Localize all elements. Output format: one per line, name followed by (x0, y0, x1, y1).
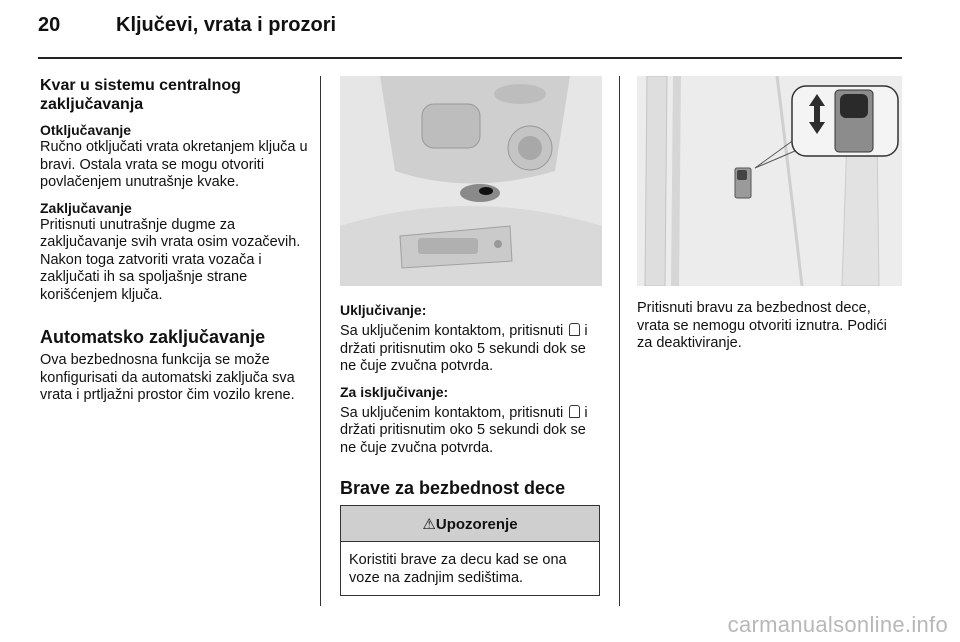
warning-title: Upozorenje (435, 516, 518, 533)
column-2 (340, 76, 602, 596)
column-divider-1 (320, 76, 321, 606)
watermark: carmanualsonline.info (727, 612, 948, 637)
child-lock-drawing (637, 76, 902, 286)
child-lock-text: Pritisnuti bravu za bezbednost dece, vrata se nemogu otvoriti iznutra. Podići za deaktiviranje. (637, 300, 887, 351)
column-1 (40, 76, 308, 405)
page-number: 20 (38, 14, 61, 36)
subheading-lock: Zaključavanje (40, 199, 132, 216)
warning-box (340, 505, 600, 596)
section-heading-failure: Kvar u sistemu centralnog zaključavanja (40, 77, 241, 113)
page-header (38, 14, 902, 50)
column-3 (637, 76, 902, 353)
child-lock-illustration (637, 76, 902, 286)
enable-text-a: Sa uključenim kontaktom, pritisnuti (340, 323, 564, 339)
enable-text-b: i držati pritisnutim oko 5 sekundi dok se ne čuje zvučna potvrda. (340, 323, 588, 374)
warning-icon: ⚠ (422, 516, 436, 533)
disable-text-a: Sa uključenim kontaktom, pritisnuti (340, 404, 564, 421)
lock-text: Pritisnuti unutrašnje dugme za zaključavanje svih vrata osim vozačevih. Nakon toga zatvoriti vrata vozača i zaključati ih sa spoljašnje strane korišćenjem ključa. (40, 216, 301, 303)
auto-lock-text: Ova bezbednosna funkcija se može konfigurisati da automatski zaključa sva vrata i prtljažni prostor čim vozilo krene. (40, 352, 295, 403)
ceiling-console-drawing (340, 76, 602, 286)
section-heading-child-locks: Brave za bezbednost dece (340, 478, 566, 498)
disable-text (340, 405, 602, 458)
page-title: Ključevi, vrata i prozori (116, 14, 337, 36)
lock-button-icon (569, 405, 580, 418)
subheading-disable: Za isključivanje: (340, 383, 449, 400)
subheading-unlock: Otključavanje (40, 122, 132, 138)
header-rule (38, 57, 902, 59)
column-divider-2 (619, 76, 620, 606)
ceiling-console-illustration (340, 76, 602, 286)
lock-button-icon (569, 323, 580, 336)
subheading-enable: Uključivanje: (340, 302, 427, 318)
section-heading-auto-lock: Automatsko zaključavanje (40, 327, 266, 347)
warning-text: Koristiti brave za decu kad se ona voze na zadnjim sedištima. (349, 552, 567, 586)
enable-text (340, 323, 602, 376)
disable-text-b: i držati pritisnutim oko 5 sekundi dok se ne čuje zvučna potvrda. (340, 404, 588, 456)
warning-header (341, 506, 599, 542)
unlock-text: Ručno otključati vrata okretanjem ključa u bravi. Ostala vrata se mogu otvoriti povlačenjem unutrašnje kvake. (40, 139, 308, 190)
